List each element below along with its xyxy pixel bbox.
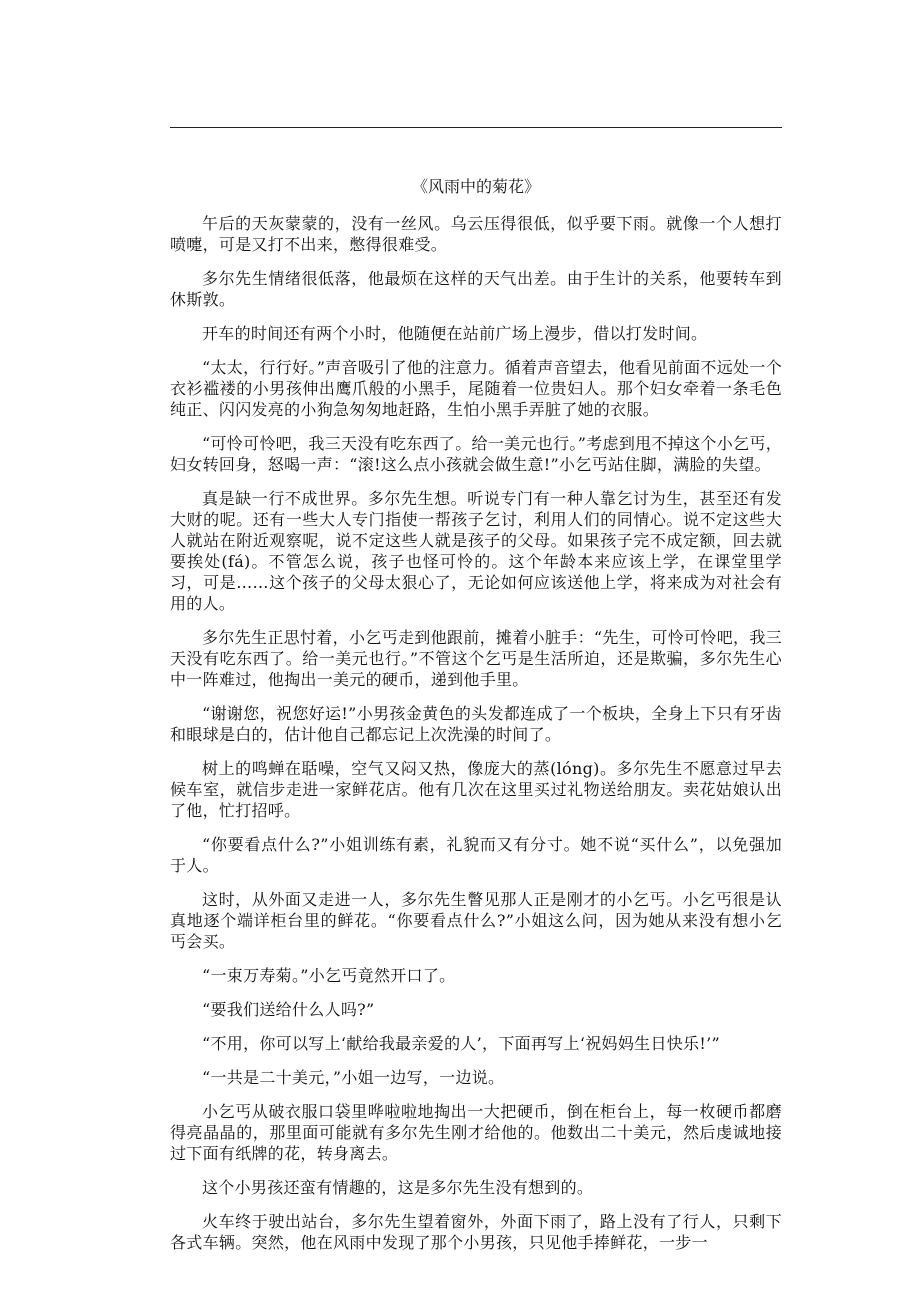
paragraph: 午后的天灰蒙蒙的，没有一丝风。乌云压得很低，似乎要下雨。就像一个人想打喷嚏，可是又打不出来，憋得很难受。 xyxy=(170,214,782,254)
document-body xyxy=(170,213,782,1266)
paragraph: “你要看点什么?”小姐训练有素，礼貌而又有分寸。她不说“买什么”，以免强加于人。 xyxy=(170,835,782,875)
paragraph: 多尔先生情绪很低落，他最烦在这样的天气出差。由于生计的关系，他要转车到休斯敦。 xyxy=(170,269,782,309)
document-title: 《风雨中的菊花》 xyxy=(411,177,540,196)
paragraph: “太太，行行好。”声音吸引了他的注意力。循着声音望去，他看见前面不远处一个衣衫褴褛的小男孩伸出鹰爪般的小黑手，尾随着一位贵妇人。那个妇女牵着一条毛色纯正、闪闪发亮的小狗急匆匆地赶路，生怕小黑手弄脏了她的衣服。 xyxy=(170,358,782,419)
paragraph: “不用，你可以写上‘献给我最亲爱的人’，下面再写上‘祝妈妈生日快乐!’” xyxy=(202,1034,720,1053)
paragraph: 这时，从外面又走进一人，多尔先生瞥见那人正是刚才的小乞丐。小乞丐很是认真地逐个端详柜台里的鲜花。“你要看点什么?”小姐这么问，因为她从来没有想小乞丐会买。 xyxy=(170,890,782,951)
paragraph: 开车的时间还有两个小时，他随便在站前广场上漫步，借以打发时间。 xyxy=(202,324,708,343)
paragraph: 真是缺一行不成世界。多尔先生想。听说专门有一种人靠乞讨为生，甚至还有发大财的呢。还有一些大人专门指使一帮孩子乞讨，利用人们的同情心。说不定这些大人就站在附近观察呢，说不定这些人就是孩子的父母。如果孩子完不成定额，回去就要挨处(fá)。不管怎么说，孩子也怪可怜的。这个年龄本来应该上学，在课堂里学习，可是……这个孩子的父母太狠心了，无论如何应该送他上学，将来成为对社会有用的人。 xyxy=(170,489,782,613)
paragraph: 这个小男孩还蛮有情趣的，这是多尔先生没有想到的。 xyxy=(202,1178,594,1197)
paragraph: 多尔先生正思忖着，小乞丐走到他跟前，摊着小脏手：“先生，可怜可怜吧，我三天没有吃东西了。给一美元也行。”不管这个乞丐是生活所迫，还是欺骗，多尔先生心中一阵难过，他掏出一美元的硬币，递到他手里。 xyxy=(170,628,782,689)
paragraph: 树上的鸣蝉在聒噪，空气又闷又热，像庞大的蒸(lóng)。多尔先生不愿意过早去候车室，就信步走进一家鲜花店。他有几次在这里买过礼物送给朋友。卖花姑娘认出了他，忙打招呼。 xyxy=(170,759,782,820)
paragraph: “要我们送给什么人吗?” xyxy=(202,1000,375,1019)
paragraph: 火车终于驶出站台，多尔先生望着窗外，外面下雨了，路上没有了行人，只剩下各式车辆。突然，他在风雨中发现了那个小男孩，只见他手捧鲜花，一步一 xyxy=(170,1212,782,1252)
paragraph: “一共是二十美元，”小姐一边写，一边说。 xyxy=(202,1068,505,1087)
paragraph: “可怜可怜吧，我三天没有吃东西了。给一美元也行。”考虑到甩不掉这个小乞丐，妇女转回身，怒喝一声：“滚!这么点小孩就会做生意!”小乞丐站住脚，满脸的失望。 xyxy=(170,434,782,474)
paragraph: “一束万寿菊。”小乞丐竟然开口了。 xyxy=(202,966,456,985)
paragraph: 小乞丐从破衣服口袋里哗啦啦地掏出一大把硬币，倒在柜台上，每一枚硬币都磨得亮晶晶的，那里面可能就有多尔先生刚才给他的。他数出二十美元，然后虔诚地接过下面有纸牌的花，转身离去。 xyxy=(170,1102,782,1163)
header-rule xyxy=(170,127,782,128)
paragraph: “谢谢您，祝您好运!”小男孩金黄色的头发都连成了一个板块，全身上下只有牙齿和眼球是白的，估计他自己都忘记上次洗澡的时间了。 xyxy=(170,704,782,744)
